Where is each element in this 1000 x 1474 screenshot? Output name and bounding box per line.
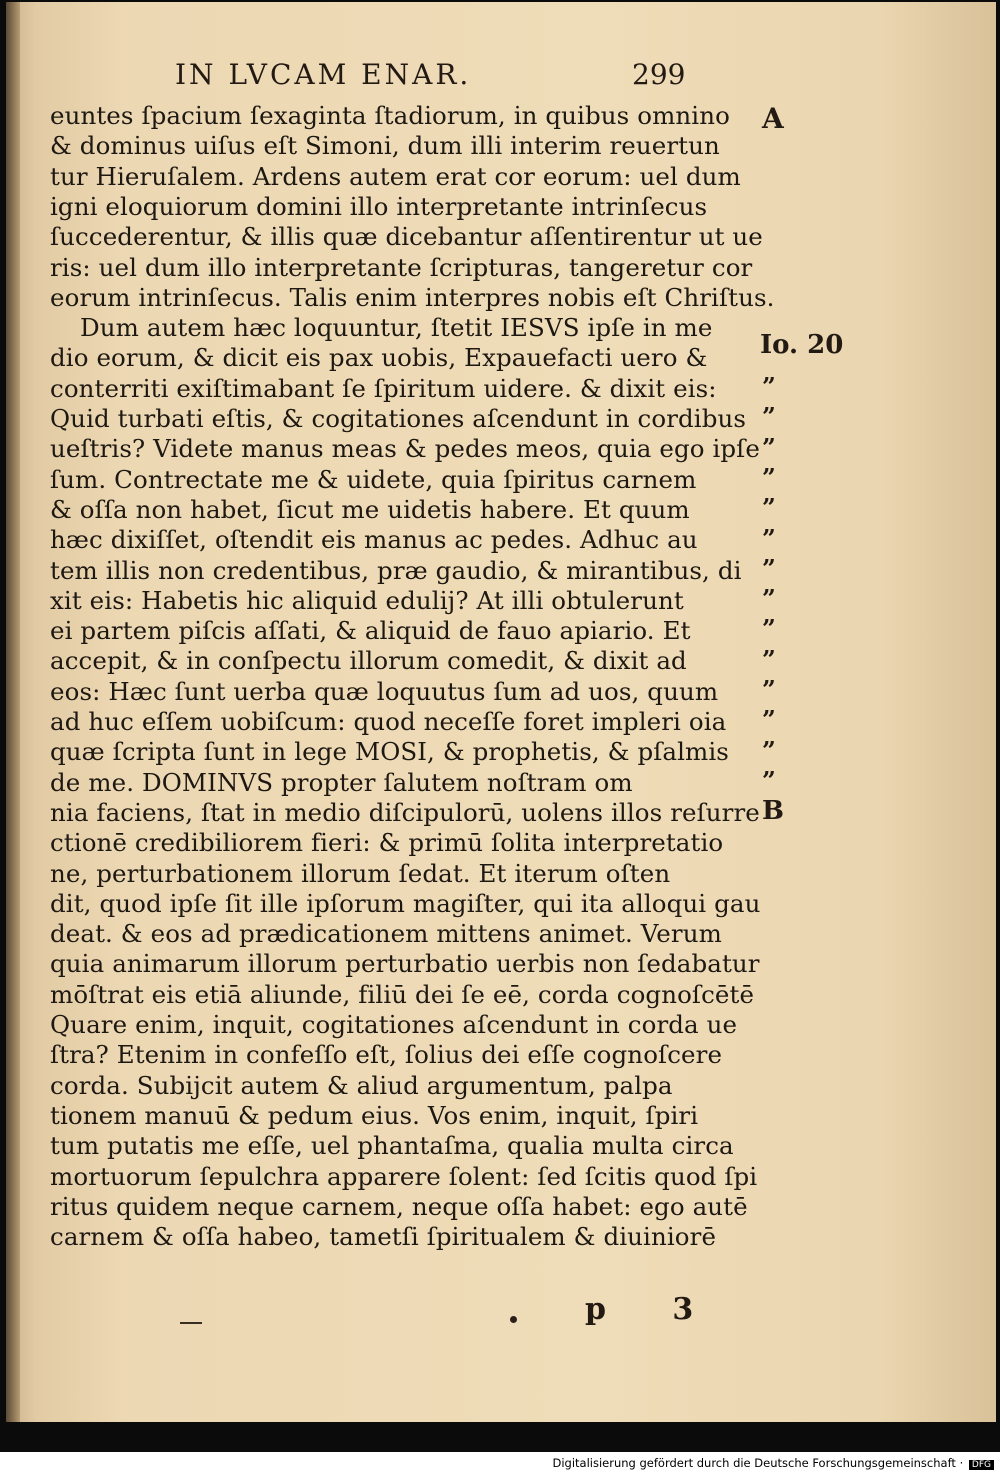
text-line: & dominus uiſus eſt Simoni, dum illi interim reuertun [50, 131, 720, 161]
quote-marker: ” [762, 735, 776, 765]
margin-letter-b: B [762, 796, 784, 826]
catchword-dash [180, 1322, 202, 1324]
text-line: nia faciens, ſtat in medio diſcipulorū, uolens illos reſurre [50, 797, 760, 827]
text-line: quæ ſcripta ſunt in lege MOSI, & prophetis, & pſalmis [50, 737, 729, 767]
dfg-logo-icon: DFG [969, 1460, 994, 1470]
quote-marker: ” [762, 493, 776, 523]
footer-text: Digitalisierung gefördert durch die Deutsche Forschungsgemeinschaft [552, 1456, 956, 1470]
text-line: igni eloquiorum domini illo interpretante intrinſecus [50, 191, 708, 221]
quote-marker: ” [762, 553, 776, 583]
text-line: ris: uel dum illo interpretante ſcripturas, tangeretur cor [50, 252, 753, 282]
text-line: xit eis: Habetis hic aliquid edulij? At illi obtulerunt [50, 585, 684, 615]
quote-marker: ” [762, 614, 776, 644]
text-line: ad huc eſſem uobiſcum: quod neceſſe foret impleri oia [50, 707, 727, 736]
quote-marker: ” [762, 765, 776, 795]
ink-dot [510, 1316, 517, 1323]
text-line: dit, quod ipſe ſit ille ipſorum magiſter, qui ita alloqui gau [50, 888, 761, 918]
margin-reference: Io. 20 [760, 330, 844, 360]
text-line: ne, perturbationem illorum ſedat. Et iterum oſten [50, 858, 671, 888]
text-line: deat. & eos ad prædicationem mittens animet. Verum [50, 919, 722, 949]
text-line: quia animarum illorum perturbatio uerbis non ſedabatur [50, 949, 760, 979]
quote-marker: ” [762, 675, 776, 704]
margin-letter-a: A [762, 102, 784, 135]
text-line: eos: Hæc ſunt uerba quæ loquutus ſum ad uos, quum [50, 676, 719, 706]
quote-marker: ” [762, 523, 776, 553]
text-line: conterriti exiſtimabant ſe ſpiritum uidere. & dixit eis: [50, 373, 717, 403]
text-line: hæc dixiſſet, oſtendit eis manus ac pedes. Adhuc au [50, 525, 698, 555]
text-line: ei partem piſcis aſſati, & aliquid de fauo apiario. Et [50, 616, 691, 646]
text-line: mōſtrat eis etiā aliunde, filiū dei ſe eē, corda cognoſcētē [50, 979, 755, 1009]
quote-marker: ” [762, 584, 776, 614]
running-header: IN LVCAM ENAR. [175, 58, 472, 91]
text-line: mortuorum ſepulchra apparere ſolent: ſed ſcitis quod ſpi [50, 1161, 758, 1191]
text-line: tem illis non credentibus, præ gaudio, & mirantibus, di [50, 555, 742, 585]
text-line: Quid turbati eſtis, & cogitationes aſcendunt in cordibus [50, 404, 747, 433]
text-line: eorum intrinſecus. Talis enim interpres nobis eſt Chriſtus. [50, 282, 775, 312]
text-line: Quare enim, inquit, cogitationes aſcendunt in corda ue [50, 1010, 738, 1039]
text-line: ueſtris? Videte manus meas & pedes meos, quia ego ipſe [50, 434, 760, 464]
text-line: tum putatis me eſſe, uel phantaſma, qualia multa circa [50, 1131, 734, 1161]
signature-mark: p 3 [585, 1292, 722, 1327]
quote-marker: ” [762, 705, 776, 735]
text-line: corda. Subijcit autem & aliud argumentum, palpa [50, 1070, 673, 1100]
text-line: ctionē credibiliorem fieri: & primū ſolita interpretatio [50, 828, 724, 858]
quote-marker: ” [762, 402, 776, 432]
page-gutter [6, 2, 20, 1422]
text-line: accepit, & in conſpectu illorum comedit, & dixit ad [50, 646, 687, 676]
text-line: euntes ſpacium ſexaginta ſtadiorum, in quibus omnino [50, 101, 730, 130]
quote-marker: ” [762, 432, 776, 462]
text-line: & oſſa non habet, ſicut me uidetis habere. Et quum [50, 494, 690, 524]
text-line: Dum autem hæc loquuntur, ſtetit IESVS ipſe in me [80, 313, 713, 343]
quote-marker: ” [762, 372, 776, 401]
text-line: ſuccederentur, & illis quæ dicebantur aſſentirentur ut ue [50, 222, 763, 252]
text-line: carnem & oſſa habeo, tametſi ſpiritualem & diuiniorē [50, 1222, 717, 1252]
text-line: tur Hieruſalem. Ardens autem erat cor eorum: uel dum [50, 161, 741, 191]
page-number: 299 [632, 58, 686, 91]
text-line: dio eorum, & dicit eis pax uobis, Expauefacti uero & [50, 343, 708, 373]
text-line: ſtra? Etenim in confeſſo eſt, ſolius dei eſſe cognoſcere [50, 1040, 723, 1070]
text-line: de me. DOMINVS propter ſalutem noſtram om [50, 767, 633, 797]
text-line: ritus quidem neque carnem, neque oſſa habet: ego autē [50, 1191, 748, 1221]
quote-marker: ” [762, 462, 776, 492]
quote-marker: ” [762, 644, 776, 674]
text-line: tionem manuū & pedum eius. Vos enim, inquit, ſpiri [50, 1100, 699, 1130]
digitization-credit: Digitalisierung gefördert durch die Deutsche Forschungsgemeinschaft · DFG [552, 1456, 994, 1470]
text-line: ſum. Contrectate me & uidete, quia ſpiritus carnem [50, 464, 697, 494]
